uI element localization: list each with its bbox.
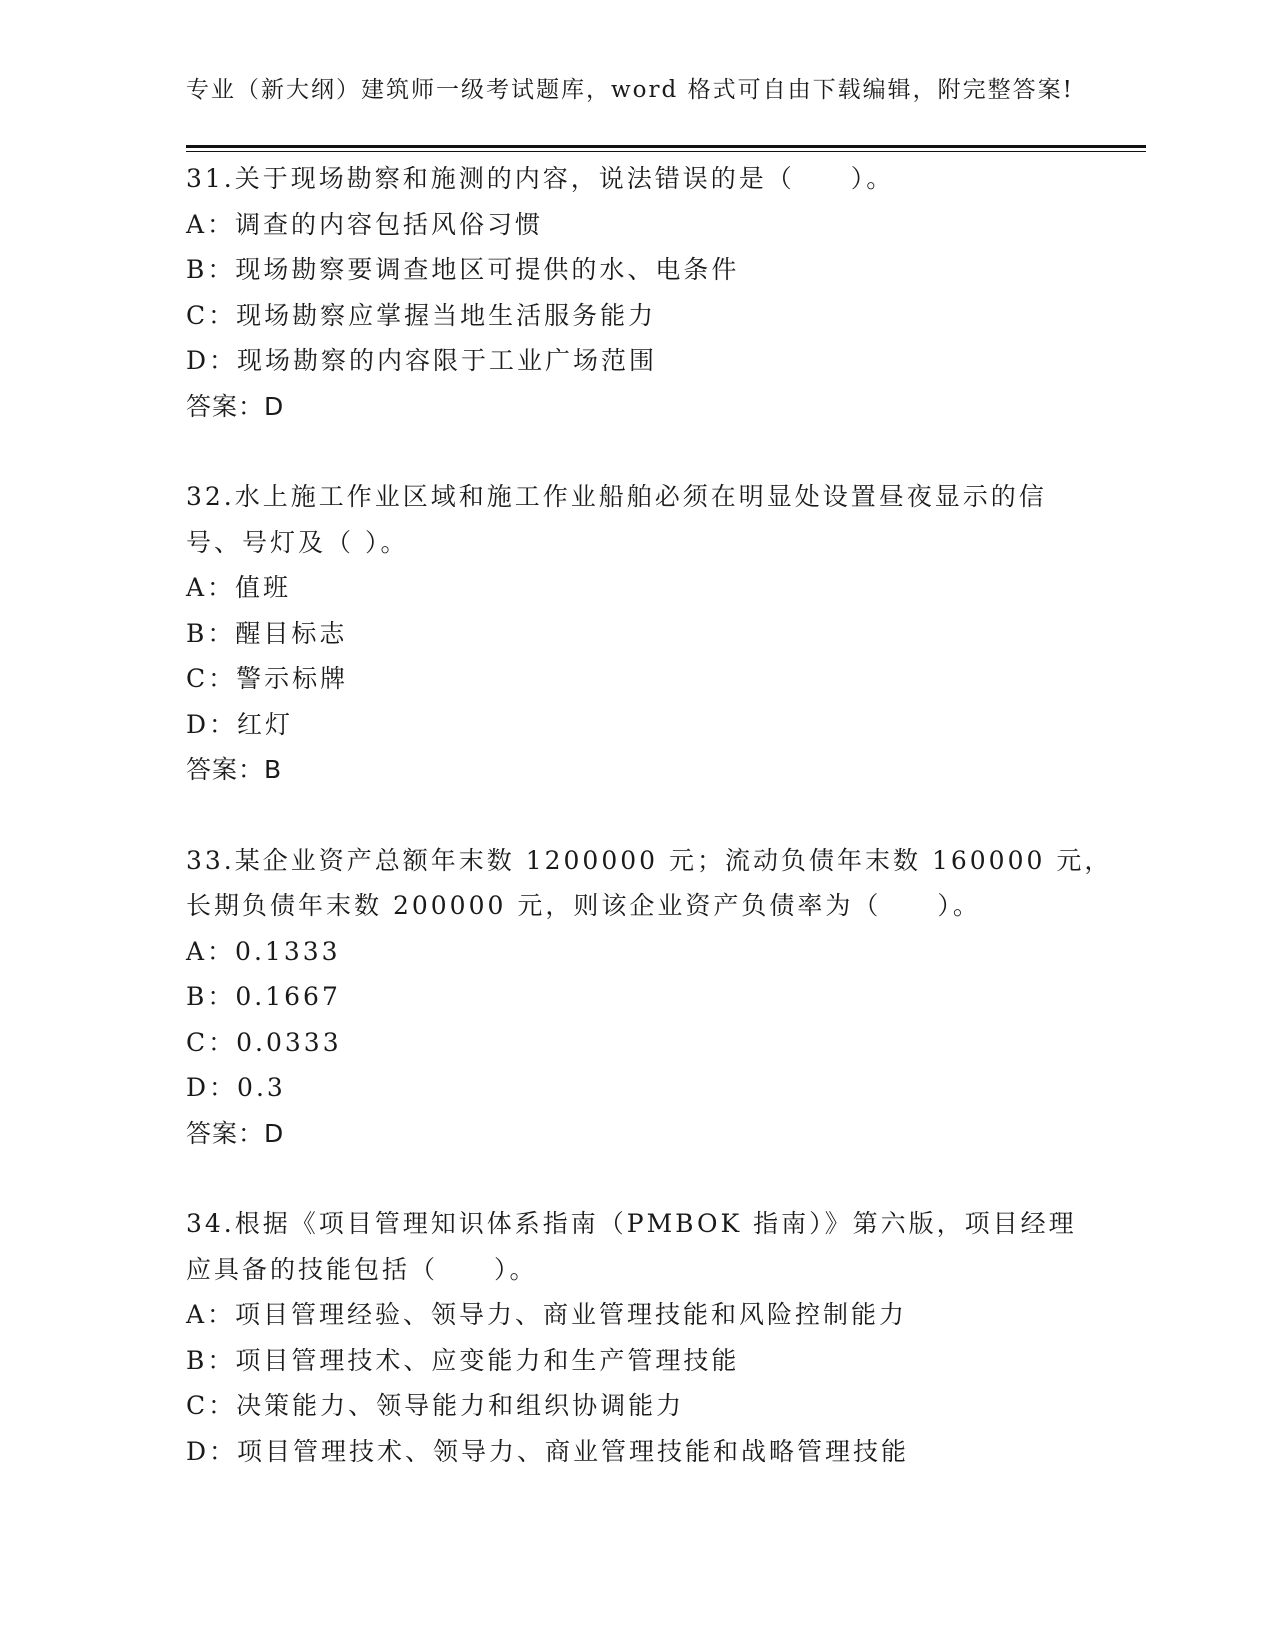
option-c: C：警示标牌 xyxy=(186,664,349,693)
page-header: 专业（新大纲）建筑师一级考试题库，word 格式可自由下载编辑，附完整答案! xyxy=(186,77,1074,103)
question-stem: 34.根据《项目管理知识体系指南（PMBOK 指南）》第六版，项目经理 xyxy=(186,1209,1077,1238)
question-33 xyxy=(186,838,1113,1157)
option-c: C：现场勘察应掌握当地生活服务能力 xyxy=(186,300,657,330)
option-b: B：0.1667 xyxy=(186,982,341,1011)
answer-line: 答案：B xyxy=(186,755,283,784)
question-34 xyxy=(186,1201,1106,1474)
question-stem-continued: 应具备的技能包括（ ）。 xyxy=(186,1254,538,1284)
question-31 xyxy=(186,156,1106,429)
question-list xyxy=(186,156,1113,1519)
header-rule-thick xyxy=(186,145,1146,148)
option-d: D：现场勘察的内容限于工业广场范围 xyxy=(186,346,658,375)
option-a: A：0.1333 xyxy=(186,936,341,966)
question-stem: 33.某企业资产总额年末数 1200000 元；流动负债年末数 160000 元， xyxy=(186,845,1113,875)
option-a: A：项目管理经验、领导力、商业管理技能和风险控制能力 xyxy=(186,1300,908,1329)
header-rule-thin xyxy=(186,151,1146,152)
question-32 xyxy=(186,474,1106,793)
option-a: A：值班 xyxy=(186,573,292,602)
option-b: B：醒目标志 xyxy=(186,618,348,648)
option-d: D：红灯 xyxy=(186,709,294,739)
question-stem: 31.关于现场勘察和施测的内容，说法错误的是（ ）。 xyxy=(186,164,895,193)
option-b: B：现场勘察要调查地区可提供的水、电条件 xyxy=(186,255,740,284)
question-stem-continued: 号、号灯及（ ）。 xyxy=(186,527,409,557)
question-stem-continued: 长期负债年末数 200000 元，则该企业资产负债率为（ ）。 xyxy=(186,891,981,920)
question-stem: 32.水上施工作业区域和施工作业船舶必须在明显处设置昼夜显示的信 xyxy=(186,482,1047,511)
option-a: A：调查的内容包括风俗习惯 xyxy=(186,209,544,239)
option-d: D：0.3 xyxy=(186,1073,286,1102)
option-b: B：项目管理技术、应变能力和生产管理技能 xyxy=(186,1345,740,1375)
answer-line: 答案：D xyxy=(186,391,285,421)
option-c: C：决策能力、领导能力和组织协调能力 xyxy=(186,1391,685,1420)
option-c: C：0.0333 xyxy=(186,1027,342,1057)
option-d: D：项目管理技术、领导力、商业管理技能和战略管理技能 xyxy=(186,1436,910,1466)
answer-line: 答案：D xyxy=(186,1118,285,1148)
